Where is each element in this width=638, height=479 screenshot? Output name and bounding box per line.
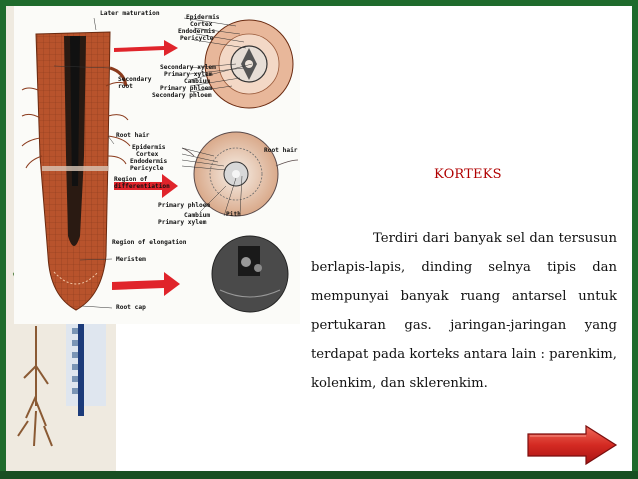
label-cortex-mid: Cortex	[136, 151, 159, 158]
label-pericycle-mid: Pericycle	[130, 165, 164, 172]
next-slide-button[interactable]	[526, 424, 618, 466]
label-meristem: Meristem	[116, 256, 146, 263]
label-epidermis-top: Epidermis	[186, 14, 220, 21]
label-epidermis-mid: Epidermis	[132, 144, 166, 151]
label-primary-xylem-mid: Primary xylem	[158, 219, 207, 226]
label-secondary-phloem: Secondary phloem	[152, 92, 212, 99]
slide-paragraph	[311, 224, 617, 398]
paragraph-text: Terdiri dari banyak sel dan tersusun berlapis-lapis, dinding selnya tipis dan mempunyai banyak ruang antarsel untuk pertukaran gas. jaringan-jaringan yang terdapat pada korteks antara lain : parenkim, kolenkim, dan sklerenkim.	[311, 231, 617, 391]
label-pith: Pith	[226, 211, 241, 218]
label-cambium-mid: Cambium	[184, 212, 211, 219]
root-anatomy-diagram	[14, 6, 300, 324]
label-cambium-top: Cambium	[184, 78, 211, 85]
label-later-maturation: Later maturation	[100, 10, 160, 17]
label-primary-phloem-top: Primary phloem	[160, 85, 213, 92]
label-pericycle-top: Pericycle	[180, 35, 214, 42]
label-endodermis-mid: Endodermis	[130, 158, 168, 165]
right-arrow-icon	[526, 424, 618, 466]
slide	[6, 6, 632, 471]
slide-bottom-strip	[0, 471, 638, 479]
label-primary-xylem-top: Primary xylem	[164, 71, 213, 78]
label-root-cap: Root cap	[116, 304, 146, 311]
label-primary-phloem-mid: Primary phloem	[158, 202, 211, 209]
label-secondary-root: Secondary root	[118, 76, 152, 90]
label-endodermis-top: Endodermis	[178, 28, 216, 35]
label-root-hair-left: Root hair	[116, 132, 150, 139]
label-region-of-elongation: Region of elongation	[112, 239, 187, 246]
label-region-of-differentiation: Region of differentiation	[114, 176, 170, 190]
label-root-hair-right: Root hair	[264, 147, 298, 154]
slide-heading: KORTEKS	[434, 167, 502, 182]
label-secondary-xylem: Secondary xylem	[160, 64, 216, 71]
label-cortex-top: Cortex	[190, 21, 213, 28]
